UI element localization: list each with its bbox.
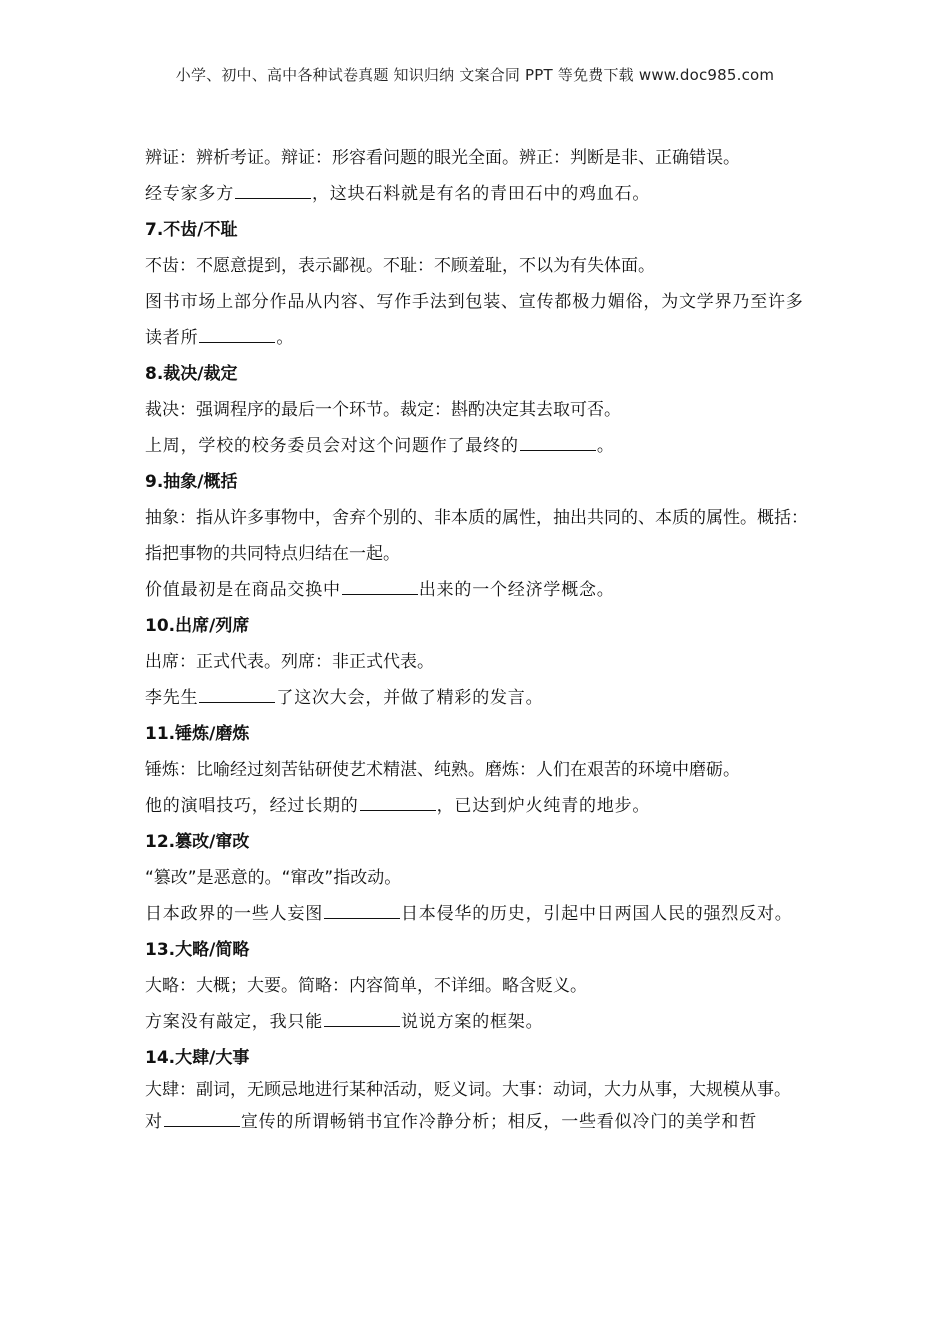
- example-before: 李先生: [145, 688, 199, 708]
- definition-line: 出席：正式代表。列席：非正式代表。: [145, 652, 434, 672]
- entry-heading: 9.抽象/概括: [145, 472, 238, 492]
- example-after: 宣传的所谓畅销书宜作冷静分析；相反，一些看似冷门的美学和哲: [240, 1112, 758, 1132]
- example-sentence: [145, 428, 810, 464]
- example-before: 方案没有敲定，我只能: [145, 1012, 323, 1032]
- example-after: 了这次大会，并做了精彩的发言。: [276, 688, 544, 708]
- fill-blank: [199, 324, 275, 343]
- definition-line: 抽象：指从许多事物中，舍弃个别的、非本质的属性，抽出共同的、本质的属性。概括：指把事物的共同特点归结在一起。: [145, 508, 808, 564]
- example-before: 经专家多方: [145, 184, 234, 204]
- example-after: 日本侵华的历史，引起中日两国人民的强烈反对。: [401, 904, 793, 924]
- entry-heading: 13.大略/简略: [145, 940, 250, 960]
- definition-line: 大略：大概；大要。简略：内容简单，不详细。略含贬义。: [145, 976, 587, 996]
- fill-blank: [235, 180, 311, 199]
- example-after: 说说方案的框架。: [401, 1012, 544, 1032]
- example-before: 日本政界的一些人妄图: [145, 904, 323, 924]
- page-header: 小学、初中、高中各种试卷真题 知识归纳 文案合同 PPT 等免费下载 www.doc985.com: [175, 66, 775, 84]
- document-body: [145, 140, 810, 1140]
- example-sentence: [145, 788, 810, 824]
- example-before: 上周，学校的校务委员会对这个问题作了最终的: [145, 436, 519, 456]
- definition-line: “篡改”是恶意的。“窜改”指改动。: [145, 868, 402, 888]
- definition-line: 大肆：副词，无顾忌地进行某种活动，贬义词。大事：动词，大力从事，大规模从事。: [145, 1080, 791, 1100]
- example-after: ，这块石料就是有名的青田石中的鸡血石。: [312, 184, 651, 204]
- fill-blank: [324, 900, 400, 919]
- example-sentence: [145, 1104, 810, 1140]
- example-sentence: [145, 176, 810, 212]
- example-after: 出来的一个经济学概念。: [418, 580, 615, 600]
- entry-heading: 8.裁决/裁定: [145, 364, 238, 384]
- example-after: 。: [276, 328, 295, 348]
- example-before: 对: [145, 1112, 163, 1132]
- entry-heading: 7.不齿/不耻: [145, 220, 238, 240]
- entry-heading: 14.大肆/大事: [145, 1048, 250, 1068]
- fill-blank: [520, 432, 596, 451]
- example-before: 价值最初是在商品交换中: [145, 580, 341, 600]
- example-after: ，已达到炉火纯青的地步。: [436, 796, 651, 816]
- example-sentence: [145, 284, 810, 356]
- definition-line: 辨证：辨析考证。辩证：形容看问题的眼光全面。辨正：判断是非、正确错误。: [145, 148, 740, 168]
- fill-blank: [199, 684, 275, 703]
- example-sentence: [145, 896, 810, 932]
- example-after: 。: [596, 436, 615, 456]
- entry-heading: 11.锤炼/磨炼: [145, 724, 250, 744]
- entry-heading: 10.出席/列席: [145, 616, 250, 636]
- entry-heading: 12.篡改/窜改: [145, 832, 250, 852]
- definition-line: 锤炼：比喻经过刻苦钻研使艺术精湛、纯熟。磨炼：人们在艰苦的环境中磨砺。: [145, 760, 740, 780]
- fill-blank: [342, 576, 418, 595]
- fill-blank: [360, 792, 436, 811]
- definition-line: 不齿：不愿意提到，表示鄙视。不耻：不顾羞耻，不以为有失体面。: [145, 256, 655, 276]
- example-sentence: [145, 680, 810, 716]
- definition-line: 裁决：强调程序的最后一个环节。裁定：斟酌决定其去取可否。: [145, 400, 621, 420]
- example-before: 图书市场上部分作品从内容、写作手法到包装、宣传都极力媚俗，为文学界乃至许多读者所: [145, 292, 804, 348]
- example-before: 他的演唱技巧，经过长期的: [145, 796, 359, 816]
- example-sentence: [145, 1004, 810, 1040]
- fill-blank: [164, 1108, 240, 1127]
- example-sentence: [145, 572, 810, 608]
- fill-blank: [324, 1008, 400, 1027]
